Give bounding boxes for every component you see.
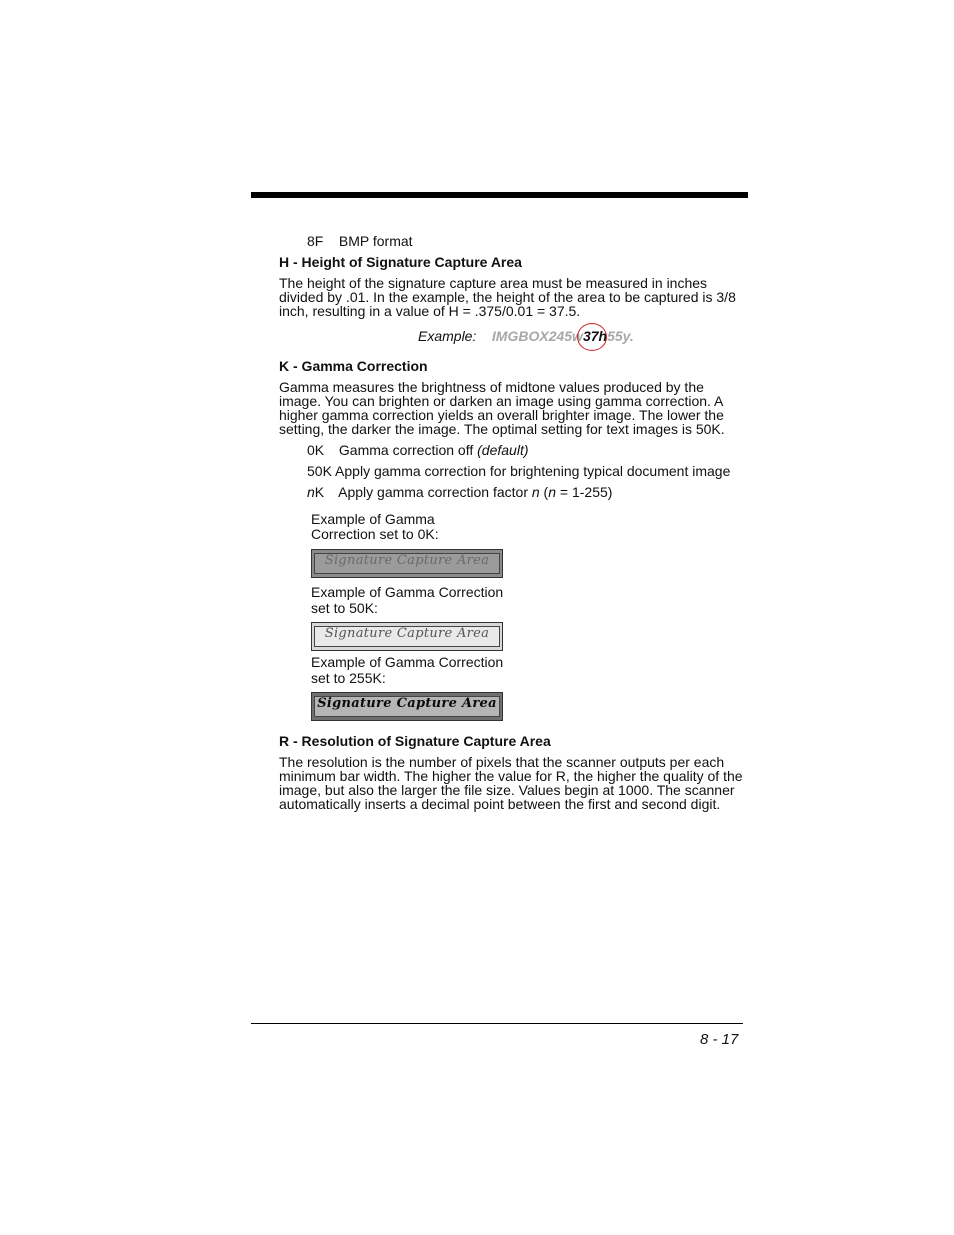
section-body-h: The height of the signature capture area must be measured in inches divided by .01. In the example, the height of the area to be captured is 3/8 inch, resulting in a value of H = .375/0.01 = 37.5. — [279, 275, 736, 319]
section-body-k: Gamma measures the brightness of midtone values produced by the image. You can brighten or darken an image using gamma correction. A higher gamma correction yields an overall brighter image. The lower the setting, the darker the image. The optimal setting for text images is 50K. — [279, 379, 725, 437]
example-caption-50k-line2: set to 50K: — [311, 600, 378, 616]
gamma-option-nk — [307, 485, 612, 499]
section-body-r: The resolution is the number of pixels that the scanner outputs per each minimum bar width. The higher the value for R, the higher the quality of the image, but also the larger the file size. Values begin at 1000. The scanner automatically inserts a decimal point between the first and second digit. — [279, 754, 743, 812]
option-text: BMP format — [338, 233, 413, 249]
signature-image-50k — [311, 622, 503, 651]
example-caption-255k-line2: set to 255K: — [311, 670, 386, 686]
gamma-option-50k — [307, 464, 730, 478]
signature-text: Signature Capture Area — [317, 696, 497, 711]
footer-rule — [251, 1023, 743, 1024]
example-caption-0k-line1: Example of Gamma — [311, 511, 435, 527]
signature-image-255k — [311, 692, 503, 721]
example-caption-0k-line2: Correction set to 0K: — [311, 526, 439, 542]
signature-image-0k — [311, 549, 503, 578]
example-caption-255k-line1: Example of Gamma Correction — [311, 654, 504, 670]
example-command — [492, 328, 634, 344]
format-option — [307, 234, 413, 248]
option-text: Apply gamma correction factor n (n = 1-255) — [338, 484, 613, 500]
section-heading-h: H - Height of Signature Capture Area — [279, 254, 522, 270]
example-highlight: 37h — [582, 328, 608, 344]
signature-text: Signature Capture Area — [324, 626, 490, 641]
option-key: nK — [307, 484, 325, 500]
highlight-circle — [577, 323, 607, 351]
section-heading-r: R - Resolution of Signature Capture Area — [279, 733, 551, 749]
example-label: Example: — [418, 328, 477, 344]
option-key: 8F — [307, 233, 324, 249]
example-suffix: 55y. — [607, 328, 634, 344]
page-number: 8 - 17 — [700, 1031, 739, 1048]
option-key: 0K — [307, 442, 325, 458]
option-text: Gamma correction off — [338, 442, 478, 458]
section-heading-k: K - Gamma Correction — [279, 358, 428, 374]
example-caption-50k-line1: Example of Gamma Correction — [311, 584, 504, 600]
header-rule — [251, 192, 748, 198]
gamma-option-0k — [307, 443, 529, 457]
option-note: (default) — [477, 442, 529, 458]
option-key: 50K — [307, 463, 332, 479]
example-prefix: IMGBOX245w — [491, 328, 583, 344]
option-text: Apply gamma correction for brightening typical document image — [335, 463, 731, 479]
signature-text: Signature Capture Area — [324, 553, 490, 568]
